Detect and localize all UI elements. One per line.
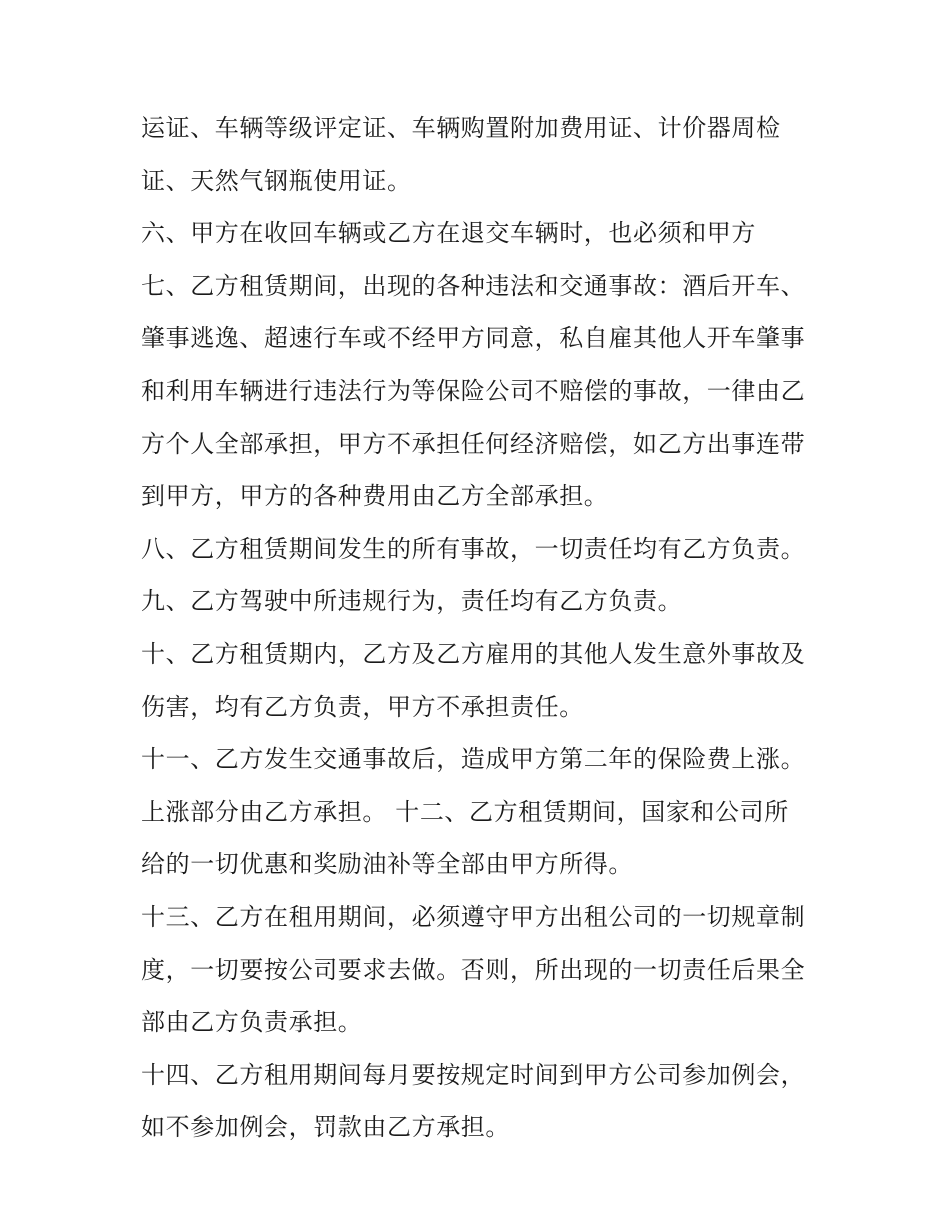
text-line: 八、乙方租赁期间发生的所有事故，一切责任均有乙方负责。 [141,534,806,563]
text-line: 六、甲方在收回车辆或乙方在退交车辆时，也必须和甲方 [141,219,756,248]
text-line: 伤害，均有乙方负责，甲方不承担责任。 [141,692,584,721]
text-line: 十、乙方租赁期内，乙方及乙方雇用的其他人发生意外事故及 [141,639,806,668]
text-line: 运证、车辆等级评定证、车辆购置附加费用证、计价器周检 [141,114,781,142]
text-line: 上涨部分由乙方承担。 十二、乙方租赁期间，国家和公司所 [141,797,789,826]
text-line: 度，一切要按公司要求去做。否则，所出现的一切责任后果全 [141,955,806,984]
text-line: 方个人全部承担，甲方不承担任何经济赔偿，如乙方出事连带 [141,429,806,458]
text-line: 七、乙方租赁期间，出现的各种违法和交通事故：酒后开车、 [141,271,806,300]
text-line: 十一、乙方发生交通事故后，造成甲方第二年的保险费上涨。 [141,745,806,774]
text-line: 如不参加例会，罚款由乙方承担。 [141,1113,510,1142]
text-line: 九、乙方驾驶中所违规行为，责任均有乙方负责。 [141,587,683,616]
text-line: 和利用车辆进行违法行为等保险公司不赔偿的事故，一律由乙 [141,376,806,405]
text-line: 十四、乙方租用期间每月要按规定时间到甲方公司参加例会， [141,1060,806,1089]
contract-text [141,108,821,1160]
text-line: 部由乙方负责承担。 [141,1008,363,1037]
text-line: 到甲方，甲方的各种费用由乙方全部承担。 [141,482,609,511]
text-line: 证、天然气钢瓶使用证。 [141,166,412,195]
text-line: 肇事逃逸、超速行车或不经甲方同意，私自雇其他人开车肇事 [141,324,806,353]
text-line: 十三、乙方在租用期间，必须遵守甲方出租公司的一切规章制 [141,902,806,931]
text-line: 给的一切优惠和奖励油补等全部由甲方所得。 [141,850,633,879]
